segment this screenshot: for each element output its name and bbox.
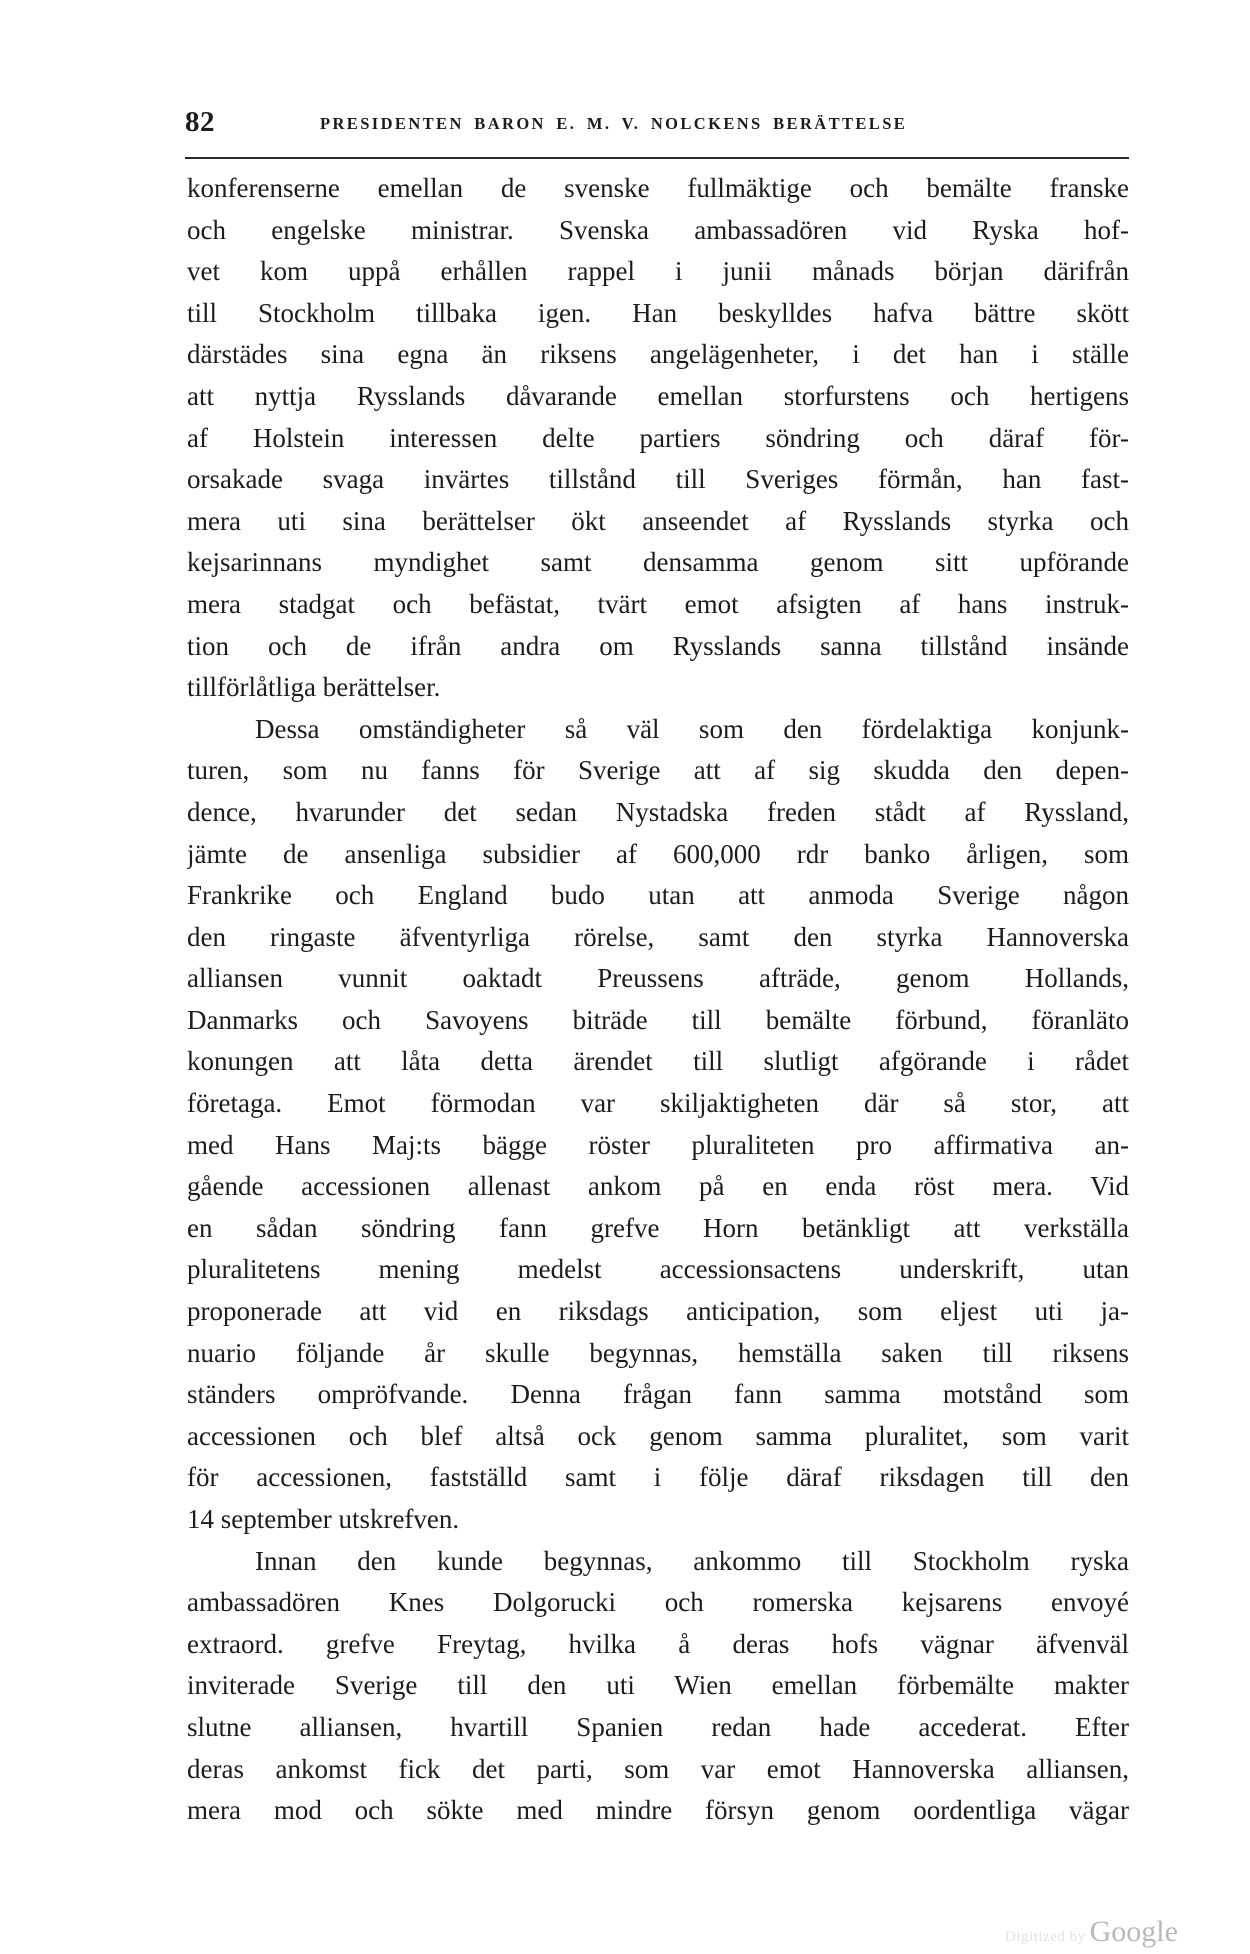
header-rule (185, 157, 1129, 159)
watermark-brand: Google (1089, 1915, 1178, 1948)
text-line: kejsarinnans myndighet samt densamma genom sitt upförande (187, 547, 1129, 578)
text-line: accessionen och blef altså ock genom samma pluralitet, som varit (187, 1420, 1129, 1451)
text-line: en sådan söndring fann grefve Horn betänkligt att verkställa (187, 1212, 1129, 1243)
text-line: den ringaste äfventyrliga rörelse, samt den styrka Hannoverska (187, 921, 1129, 952)
text-line: konungen att låta detta ärendet till slutligt afgörande i rådet (187, 1046, 1129, 1077)
text-line: och engelske ministrar. Svenska ambassadören vid Ryska hof- (187, 214, 1129, 245)
running-header (185, 106, 1130, 146)
text-line: extraord. grefve Freytag, hvilka å deras hofs vägnar äfvenväl (187, 1628, 1129, 1659)
text-line: ambassadören Knes Dolgorucki och romerska kejsarens envoyé (187, 1587, 1129, 1618)
text-line: dence, hvarunder det sedan Nystadska freden stådt af Ryssland, (187, 796, 1129, 827)
text-line: Danmarks och Savoyens biträde till bemälte förbund, föranläto (187, 1004, 1129, 1035)
text-line: slutne alliansen, hvartill Spanien redan hade accederat. Efter (187, 1711, 1129, 1742)
text-line: mera stadgat och befästat, tvärt emot afsigten af hans instruk- (187, 588, 1129, 619)
watermark-prefix: Digitized by (1005, 1929, 1086, 1945)
text-line: att nyttja Rysslands dåvarande emellan storfurstens och hertigens (187, 380, 1129, 411)
text-line: pluralitetens mening medelst accessionsactens underskrift, utan (187, 1254, 1129, 1285)
text-line: tillförlåtliga berättelser. (187, 672, 441, 703)
running-title: PRESIDENTEN BARON E. M. V. NOLCKENS BERÄTTELSE (320, 114, 908, 133)
text-line: mera uti sina berättelser ökt anseendet af Rysslands styrka och (187, 505, 1129, 536)
text-line: deras ankomst fick det parti, som var emot Hannoverska alliansen, (187, 1753, 1129, 1784)
text-line: för accessionen, fastställd samt i följe däraf riksdagen till den (187, 1462, 1129, 1493)
text-line: med Hans Maj:ts bägge röster pluraliteten pro affirmativa an- (187, 1129, 1129, 1160)
text-line: 14 september utskrefven. (187, 1504, 460, 1534)
text-line: konferenserne emellan de svenske fullmäktige och bemälte franske (187, 173, 1129, 203)
body-text (187, 168, 1129, 1832)
text-line: Frankrike och England budo utan att anmoda Sverige någon (187, 880, 1129, 911)
page-number: 82 (185, 106, 215, 138)
text-line: därstädes sina egna än riksens angelägenheter, i det han i ställe (187, 339, 1129, 370)
text-line: mera mod och sökte med mindre försyn genom oordentliga vägar (187, 1795, 1129, 1826)
text-line: turen, som nu fanns för Sverige att af sig skudda den depen- (187, 755, 1129, 786)
text-line: nuario följande år skulle begynnas, hemställa saken till riksens (187, 1337, 1129, 1368)
text-line: af Holstein interessen delte partiers söndring och däraf för- (187, 422, 1129, 453)
text-line: jämte de ansenliga subsidier af 600,000 rdr banko årligen, som (187, 838, 1129, 869)
paragraph (187, 709, 1129, 1541)
text-line: inviterade Sverige till den uti Wien emellan förbemälte makter (187, 1670, 1129, 1701)
text-line: till Stockholm tillbaka igen. Han beskylldes hafva bättre skött (187, 297, 1129, 328)
text-line: Dessa omständigheter så väl som den fördelaktiga konjunk- (255, 713, 1129, 744)
text-line: företaga. Emot förmodan var skiljaktigheten där så stor, att (187, 1088, 1129, 1119)
text-line: alliansen vunnit oaktadt Preussens afträde, genom Hollands, (187, 963, 1129, 994)
text-line: gående accessionen allenast ankom på en enda röst mera. Vid (187, 1171, 1129, 1202)
text-line: ständers ompröfvande. Denna frågan fann samma motstånd som (187, 1379, 1129, 1410)
text-line: proponerade att vid en riksdags anticipation, som eljest uti ja- (187, 1296, 1129, 1327)
paragraph (187, 168, 1129, 709)
text-line: orsakade svaga invärtes tillstånd till Sveriges förmån, han fast- (187, 464, 1129, 495)
text-line: vet kom uppå erhållen rappel i junii månads början därifrån (187, 256, 1129, 287)
google-watermark (1005, 1915, 1178, 1949)
text-line: Innan den kunde begynnas, ankommo till Stockholm ryska (255, 1545, 1129, 1576)
text-line: tion och de ifrån andra om Rysslands sanna tillstånd insände (187, 630, 1129, 661)
paragraph (187, 1541, 1129, 1832)
